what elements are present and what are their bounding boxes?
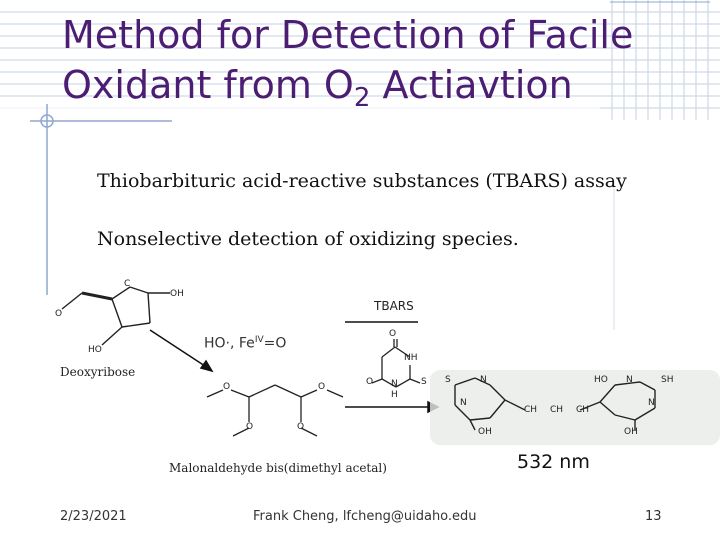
- footer-author: Frank Cheng, lfcheng@uidaho.edu: [253, 509, 477, 524]
- hydroxyl-label: HO: [88, 345, 102, 355]
- product-background: [430, 370, 720, 445]
- oxidant-text: HO·, Fe: [204, 335, 255, 352]
- oxygen-label: O: [389, 329, 397, 339]
- methyl-bond: [327, 390, 343, 397]
- hydroxyl-label: HO: [594, 375, 608, 385]
- methyl-bond: [207, 390, 223, 397]
- sulfur-label: S: [445, 375, 451, 385]
- arrowhead: [201, 361, 212, 371]
- deoxyribose-label: Deoxyribose: [60, 365, 136, 379]
- title-line-2-prefix: Oxidant from O: [62, 63, 354, 107]
- hydroxyl-label: OH: [624, 427, 638, 437]
- oxidant-suffix: =O: [263, 335, 287, 352]
- title-line-2-suffix: Actiavtion: [370, 63, 573, 107]
- nitrogen-label: N: [391, 379, 398, 389]
- methine-label: CH: [524, 405, 538, 415]
- oxygen-label: O: [55, 309, 63, 319]
- footer-date: 2/23/2021: [60, 509, 127, 524]
- ring-atom-label: C: [124, 279, 131, 289]
- selectivity-note: Nonselective detection of oxidizing species.: [97, 228, 519, 250]
- nitrogen-label: N: [460, 398, 467, 408]
- tbars-label: TBARS: [374, 299, 414, 313]
- sulfur-label: S: [421, 377, 427, 387]
- thiobarbituric-acid-structure: [360, 325, 440, 400]
- hydroxyl-label: OH: [478, 427, 492, 437]
- carbonyl-bond: [372, 379, 382, 383]
- oxidation-arrow: [150, 330, 208, 368]
- oxygen-label: O: [246, 422, 254, 432]
- nitrogen-label: N: [480, 375, 487, 385]
- nh-label: NH: [404, 353, 418, 363]
- methine-label: CH: [576, 405, 590, 415]
- title-line-1: Method for Detection of Facile: [62, 13, 634, 57]
- nitrogen-label: N: [648, 398, 655, 408]
- malonaldehyde-label: Malonaldehyde bis(dimethyl acetal): [169, 461, 387, 475]
- thiol-label: SH: [661, 375, 674, 385]
- slide-number: 13: [645, 509, 662, 524]
- methine-label: CH: [550, 405, 564, 415]
- assay-description: Thiobarbituric acid-reactive substances (TBARS) assay: [97, 170, 627, 192]
- oxygen-label: O: [223, 382, 231, 392]
- tbars-product-structure: [430, 360, 720, 445]
- oxygen-label: O: [318, 382, 326, 392]
- absorbance-wavelength: 532 nm: [517, 451, 590, 473]
- nitrogen-label: N: [626, 375, 633, 385]
- ether-bond: [231, 390, 249, 397]
- oxygen-label: O: [366, 377, 374, 387]
- ring-bond: [382, 347, 395, 357]
- chain-bond: [249, 385, 275, 397]
- ring-bond: [396, 379, 410, 387]
- oxygen-label: O: [297, 422, 305, 432]
- hydrogen-label: H: [391, 390, 398, 400]
- thione-bond: [410, 379, 420, 383]
- oxidant-superscript: IV: [254, 335, 264, 345]
- title-subscript: 2: [353, 83, 371, 113]
- hydroxyl-label: OH: [170, 289, 184, 299]
- ether-bond: [301, 390, 317, 397]
- chain-bond: [275, 385, 301, 397]
